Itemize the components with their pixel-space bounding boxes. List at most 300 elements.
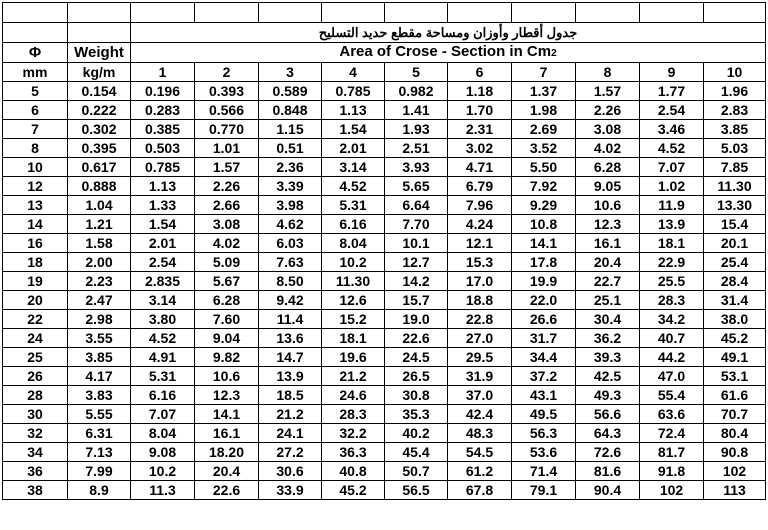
diameter-cell[interactable]: 28 [3,386,68,405]
area-cell[interactable]: 11.4 [259,310,322,329]
area-cell[interactable]: 113 [704,481,766,500]
weight-unit[interactable]: kg/m [68,63,131,82]
area-cell[interactable]: 3.52 [512,139,576,158]
weight-cell[interactable]: 2.23 [68,272,131,291]
area-cell[interactable]: 5.31 [322,196,385,215]
area-cell[interactable]: 2.36 [259,158,322,177]
area-cell[interactable]: 8.50 [259,272,322,291]
diameter-cell[interactable]: 26 [3,367,68,386]
area-cell[interactable]: 54.5 [448,443,512,462]
empty-cell[interactable] [448,3,512,23]
area-cell[interactable]: 43.1 [512,386,576,405]
area-cell[interactable]: 1.13 [131,177,195,196]
area-cell[interactable]: 12.1 [448,234,512,253]
area-cell[interactable]: 7.70 [385,215,448,234]
area-cell[interactable]: 5.67 [195,272,259,291]
diameter-cell[interactable]: 12 [3,177,68,196]
area-cell[interactable]: 18.8 [448,291,512,310]
area-cell[interactable]: 28.3 [640,291,704,310]
empty-cell[interactable] [131,3,195,23]
area-cell[interactable]: 24.1 [259,424,322,443]
area-cell[interactable]: 7.92 [512,177,576,196]
area-cell[interactable]: 61.2 [448,462,512,481]
area-cell[interactable]: 1.54 [322,120,385,139]
area-cell[interactable]: 37.0 [448,386,512,405]
area-cell[interactable]: 22.8 [448,310,512,329]
empty-cell[interactable] [3,23,68,43]
area-cell[interactable]: 10.2 [131,462,195,481]
area-cell[interactable]: 1.15 [259,120,322,139]
area-cell[interactable]: 19.0 [385,310,448,329]
area-cell[interactable]: 56.5 [385,481,448,500]
bar-count-header[interactable]: 8 [576,63,640,82]
weight-cell[interactable]: 8.9 [68,481,131,500]
area-cell[interactable]: 3.08 [195,215,259,234]
area-header[interactable] [131,43,766,63]
area-cell[interactable]: 53.6 [512,443,576,462]
empty-cell[interactable] [259,3,322,23]
area-cell[interactable]: 9.29 [512,196,576,215]
diameter-cell[interactable]: 8 [3,139,68,158]
area-cell[interactable]: 14.2 [385,272,448,291]
area-cell[interactable]: 6.28 [576,158,640,177]
area-cell[interactable]: 28.3 [322,405,385,424]
area-cell[interactable]: 1.70 [448,101,512,120]
table-row [3,386,766,405]
area-cell[interactable]: 7.07 [640,158,704,177]
weight-cell[interactable]: 0.395 [68,139,131,158]
area-cell[interactable]: 9.82 [195,348,259,367]
area-cell[interactable]: 72.6 [576,443,640,462]
bar-count-header[interactable]: 6 [448,63,512,82]
area-cell[interactable]: 49.3 [576,386,640,405]
area-cell[interactable]: 64.3 [576,424,640,443]
diameter-cell[interactable]: 7 [3,120,68,139]
weight-header[interactable]: Weight [68,43,131,63]
diameter-cell[interactable]: 18 [3,253,68,272]
area-cell[interactable]: 16.1 [576,234,640,253]
area-cell[interactable]: 21.2 [322,367,385,386]
area-cell[interactable]: 27.0 [448,329,512,348]
table-row [3,424,766,443]
table-row [3,234,766,253]
area-cell[interactable]: 10.1 [385,234,448,253]
weight-cell[interactable]: 2.00 [68,253,131,272]
area-cell[interactable]: 4.02 [195,234,259,253]
area-cell[interactable]: 6.64 [385,196,448,215]
area-cell[interactable]: 49.5 [512,405,576,424]
area-cell[interactable]: 0.848 [259,101,322,120]
area-cell[interactable]: 21.2 [259,405,322,424]
area-cell[interactable]: 1.02 [640,177,704,196]
area-cell[interactable]: 16.1 [195,424,259,443]
area-cell[interactable]: 7.96 [448,196,512,215]
area-cell[interactable]: 63.6 [640,405,704,424]
area-cell[interactable]: 0.566 [195,101,259,120]
area-cell[interactable]: 61.6 [704,386,766,405]
area-cell[interactable]: 1.41 [385,101,448,120]
area-cell[interactable]: 7.07 [131,405,195,424]
area-cell[interactable]: 39.3 [576,348,640,367]
diameter-cell[interactable]: 20 [3,291,68,310]
area-cell[interactable]: 0.283 [131,101,195,120]
weight-cell[interactable]: 0.302 [68,120,131,139]
area-cell[interactable]: 22.6 [195,481,259,500]
bar-count-header[interactable]: 7 [512,63,576,82]
area-cell[interactable]: 40.8 [322,462,385,481]
empty-cell[interactable] [68,3,131,23]
area-cell[interactable]: 25.4 [704,253,766,272]
area-cell[interactable]: 35.3 [385,405,448,424]
area-cell[interactable]: 0.982 [385,82,448,101]
area-cell[interactable]: 6.03 [259,234,322,253]
weight-cell[interactable]: 4.17 [68,367,131,386]
area-cell[interactable]: 3.02 [448,139,512,158]
phi-unit[interactable]: mm [3,63,68,82]
area-cell[interactable]: 33.9 [259,481,322,500]
area-cell[interactable]: 70.7 [704,405,766,424]
area-cell[interactable]: 71.4 [512,462,576,481]
area-cell[interactable]: 5.09 [195,253,259,272]
area-cell[interactable]: 3.14 [131,291,195,310]
weight-cell[interactable]: 1.04 [68,196,131,215]
empty-cell[interactable] [195,3,259,23]
area-cell[interactable]: 1.37 [512,82,576,101]
area-cell[interactable]: 14.1 [195,405,259,424]
area-cell[interactable]: 1.93 [385,120,448,139]
area-cell[interactable]: 0.196 [131,82,195,101]
area-cell[interactable]: 1.01 [195,139,259,158]
area-cell[interactable]: 32.2 [322,424,385,443]
area-cell[interactable]: 12.3 [195,386,259,405]
diameter-cell[interactable]: 6 [3,101,68,120]
area-cell[interactable]: 15.3 [448,253,512,272]
diameter-cell[interactable]: 13 [3,196,68,215]
area-cell[interactable]: 1.98 [512,101,576,120]
area-cell[interactable]: 81.6 [576,462,640,481]
area-cell[interactable]: 31.4 [704,291,766,310]
area-cell[interactable]: 102 [704,462,766,481]
table-title-arabic[interactable]: جدول أقطار وأوزان ومساحة مقطع حديد التسليح [131,23,766,43]
diameter-cell[interactable]: 36 [3,462,68,481]
area-cell[interactable]: 2.31 [448,120,512,139]
area-cell[interactable]: 15.2 [322,310,385,329]
area-cell[interactable]: 48.3 [448,424,512,443]
area-cell[interactable]: 6.79 [448,177,512,196]
area-cell[interactable]: 90.4 [576,481,640,500]
diameter-cell[interactable]: 25 [3,348,68,367]
area-cell[interactable]: 25.5 [640,272,704,291]
area-cell[interactable]: 15.4 [704,215,766,234]
area-cell[interactable]: 13.9 [640,215,704,234]
area-cell[interactable]: 12.6 [322,291,385,310]
area-cell[interactable]: 20.4 [576,253,640,272]
area-cell[interactable]: 17.8 [512,253,576,272]
weight-cell[interactable]: 2.98 [68,310,131,329]
area-cell[interactable]: 2.69 [512,120,576,139]
area-cell[interactable]: 4.02 [576,139,640,158]
area-cell[interactable]: 6.16 [131,386,195,405]
area-cell[interactable]: 40.2 [385,424,448,443]
area-cell[interactable]: 3.80 [131,310,195,329]
area-cell[interactable]: 2.01 [131,234,195,253]
area-cell[interactable]: 11.3 [131,481,195,500]
weight-cell[interactable]: 0.222 [68,101,131,120]
area-cell[interactable]: 4.71 [448,158,512,177]
empty-cell[interactable] [3,3,68,23]
area-cell[interactable]: 20.1 [704,234,766,253]
area-cell[interactable]: 13.30 [704,196,766,215]
weight-cell[interactable]: 3.83 [68,386,131,405]
area-cell[interactable]: 36.2 [576,329,640,348]
weight-cell[interactable]: 0.154 [68,82,131,101]
weight-cell[interactable]: 0.617 [68,158,131,177]
area-cell[interactable]: 44.2 [640,348,704,367]
area-cell[interactable]: 11.30 [704,177,766,196]
bar-count-header[interactable]: 3 [259,63,322,82]
bar-count-header[interactable]: 2 [195,63,259,82]
area-cell[interactable]: 0.385 [131,120,195,139]
area-cell[interactable]: 30.4 [576,310,640,329]
area-cell[interactable]: 1.18 [448,82,512,101]
empty-cell[interactable] [322,3,385,23]
area-cell[interactable]: 19.6 [322,348,385,367]
area-cell[interactable]: 5.31 [131,367,195,386]
area-cell[interactable]: 2.01 [322,139,385,158]
area-cell[interactable]: 4.52 [640,139,704,158]
area-cell[interactable]: 55.4 [640,386,704,405]
area-cell[interactable]: 26.6 [512,310,576,329]
area-cell[interactable]: 18.1 [640,234,704,253]
area-cell[interactable]: 3.08 [576,120,640,139]
diameter-cell[interactable]: 34 [3,443,68,462]
area-cell[interactable]: 18.20 [195,443,259,462]
diameter-cell[interactable]: 32 [3,424,68,443]
table-row [3,196,766,215]
area-cell[interactable]: 53.1 [704,367,766,386]
area-cell[interactable]: 67.8 [448,481,512,500]
area-cell[interactable]: 45.2 [322,481,385,500]
area-cell[interactable]: 6.28 [195,291,259,310]
bar-count-header[interactable]: 5 [385,63,448,82]
area-cell[interactable]: 0.785 [322,82,385,101]
diameter-cell[interactable]: 30 [3,405,68,424]
area-cell[interactable]: 25.1 [576,291,640,310]
area-cell[interactable]: 29.5 [448,348,512,367]
area-cell[interactable]: 0.785 [131,158,195,177]
area-cell[interactable]: 24.5 [385,348,448,367]
area-cell[interactable]: 1.96 [704,82,766,101]
weight-cell[interactable]: 6.31 [68,424,131,443]
area-cell[interactable]: 10.2 [322,253,385,272]
area-cell[interactable]: 45.4 [385,443,448,462]
area-cell[interactable]: 9.04 [195,329,259,348]
area-cell[interactable]: 36.3 [322,443,385,462]
area-cell[interactable]: 2.66 [195,196,259,215]
area-cell[interactable]: 81.7 [640,443,704,462]
area-cell[interactable]: 8.04 [322,234,385,253]
empty-cell[interactable] [512,3,576,23]
diameter-cell[interactable]: 24 [3,329,68,348]
area-cell[interactable]: 2.54 [131,253,195,272]
area-cell[interactable]: 20.4 [195,462,259,481]
area-cell[interactable]: 7.60 [195,310,259,329]
diameter-cell[interactable]: 38 [3,481,68,500]
area-cell[interactable]: 6.16 [322,215,385,234]
area-cell[interactable]: 2.26 [576,101,640,120]
area-cell[interactable]: 10.8 [512,215,576,234]
area-cell[interactable]: 13.6 [259,329,322,348]
area-cell[interactable]: 38.0 [704,310,766,329]
bar-count-header[interactable]: 1 [131,63,195,82]
area-cell[interactable]: 90.8 [704,443,766,462]
diameter-cell[interactable]: 5 [3,82,68,101]
area-cell[interactable]: 22.9 [640,253,704,272]
area-cell[interactable]: 15.7 [385,291,448,310]
area-cell[interactable]: 10.6 [576,196,640,215]
area-cell[interactable]: 17.0 [448,272,512,291]
area-cell[interactable]: 27.2 [259,443,322,462]
area-cell[interactable]: 26.5 [385,367,448,386]
weight-cell[interactable]: 5.55 [68,405,131,424]
empty-cell[interactable] [576,3,640,23]
area-cell[interactable]: 14.1 [512,234,576,253]
area-cell[interactable]: 22.0 [512,291,576,310]
area-cell[interactable]: 12.7 [385,253,448,272]
weight-cell[interactable]: 3.55 [68,329,131,348]
area-cell[interactable]: 79.1 [512,481,576,500]
area-cell[interactable]: 3.14 [322,158,385,177]
area-cell[interactable]: 24.6 [322,386,385,405]
area-cell[interactable]: 4.52 [322,177,385,196]
area-cell[interactable]: 3.46 [640,120,704,139]
area-cell[interactable]: 2.83 [704,101,766,120]
area-cell[interactable]: 0.770 [195,120,259,139]
area-cell[interactable]: 0.393 [195,82,259,101]
area-cell[interactable]: 42.4 [448,405,512,424]
phi-header[interactable]: Φ [3,43,68,63]
area-cell[interactable]: 47.0 [640,367,704,386]
area-cell[interactable]: 9.05 [576,177,640,196]
area-cell[interactable]: 50.7 [385,462,448,481]
area-cell[interactable]: 7.63 [259,253,322,272]
area-cell[interactable]: 9.08 [131,443,195,462]
empty-cell[interactable] [704,3,766,23]
area-cell[interactable]: 1.13 [322,101,385,120]
area-cell[interactable]: 56.6 [576,405,640,424]
area-cell[interactable]: 14.7 [259,348,322,367]
bar-count-header[interactable]: 4 [322,63,385,82]
area-cell[interactable]: 18.5 [259,386,322,405]
area-cell[interactable]: 5.65 [385,177,448,196]
area-cell[interactable]: 0.51 [259,139,322,158]
empty-cell[interactable] [640,3,704,23]
area-cell[interactable]: 7.85 [704,158,766,177]
area-cell[interactable]: 3.98 [259,196,322,215]
area-cell[interactable]: 11.9 [640,196,704,215]
area-cell[interactable]: 34.2 [640,310,704,329]
area-cell[interactable]: 5.50 [512,158,576,177]
area-cell[interactable]: 12.3 [576,215,640,234]
area-cell[interactable]: 19.9 [512,272,576,291]
area-cell[interactable]: 3.39 [259,177,322,196]
area-cell[interactable]: 10.6 [195,367,259,386]
area-cell[interactable]: 18.1 [322,329,385,348]
area-cell[interactable]: 0.589 [259,82,322,101]
weight-cell[interactable]: 7.99 [68,462,131,481]
diameter-cell[interactable]: 10 [3,158,68,177]
area-cell[interactable]: 4.24 [448,215,512,234]
weight-cell[interactable]: 3.85 [68,348,131,367]
bar-count-header[interactable]: 9 [640,63,704,82]
area-cell[interactable]: 13.9 [259,367,322,386]
area-cell[interactable]: 1.57 [195,158,259,177]
empty-cell[interactable] [385,3,448,23]
area-cell[interactable]: 3.85 [704,120,766,139]
diameter-cell[interactable]: 22 [3,310,68,329]
diameter-cell[interactable]: 19 [3,272,68,291]
area-cell[interactable]: 31.9 [448,367,512,386]
area-cell[interactable]: 2.54 [640,101,704,120]
table-row [3,481,766,500]
area-cell[interactable]: 45.2 [704,329,766,348]
area-cell[interactable]: 40.7 [640,329,704,348]
weight-cell[interactable]: 0.888 [68,177,131,196]
area-cell[interactable]: 3.93 [385,158,448,177]
empty-cell[interactable] [68,23,131,43]
area-cell[interactable]: 1.57 [576,82,640,101]
bar-count-header[interactable]: 10 [704,63,766,82]
area-cell[interactable]: 0.503 [131,139,195,158]
area-cell[interactable]: 91.8 [640,462,704,481]
area-cell[interactable]: 2.26 [195,177,259,196]
area-cell[interactable]: 30.8 [385,386,448,405]
area-cell[interactable]: 4.91 [131,348,195,367]
area-cell[interactable]: 8.04 [131,424,195,443]
area-cell[interactable]: 11.30 [322,272,385,291]
diameter-cell[interactable]: 16 [3,234,68,253]
area-cell[interactable]: 56.3 [512,424,576,443]
area-cell[interactable]: 1.33 [131,196,195,215]
area-cell[interactable]: 22.7 [576,272,640,291]
weight-cell[interactable]: 7.13 [68,443,131,462]
area-cell[interactable]: 30.6 [259,462,322,481]
area-cell[interactable]: 31.7 [512,329,576,348]
table-row [3,291,766,310]
weight-cell[interactable]: 2.47 [68,291,131,310]
weight-cell[interactable]: 1.21 [68,215,131,234]
area-cell[interactable]: 4.62 [259,215,322,234]
area-cell[interactable]: 9.42 [259,291,322,310]
area-cell[interactable]: 37.2 [512,367,576,386]
weight-cell[interactable]: 1.58 [68,234,131,253]
area-cell[interactable]: 49.1 [704,348,766,367]
area-cell[interactable]: 34.4 [512,348,576,367]
area-cell[interactable]: 2.835 [131,272,195,291]
area-cell[interactable]: 5.03 [704,139,766,158]
diameter-cell[interactable]: 14 [3,215,68,234]
area-cell[interactable]: 22.6 [385,329,448,348]
area-cell[interactable]: 72.4 [640,424,704,443]
area-cell[interactable]: 102 [640,481,704,500]
area-cell[interactable]: 42.5 [576,367,640,386]
area-cell[interactable]: 28.4 [704,272,766,291]
area-cell[interactable]: 2.51 [385,139,448,158]
area-cell[interactable]: 4.52 [131,329,195,348]
area-cell[interactable]: 1.77 [640,82,704,101]
area-cell[interactable]: 80.4 [704,424,766,443]
area-cell[interactable]: 1.54 [131,215,195,234]
